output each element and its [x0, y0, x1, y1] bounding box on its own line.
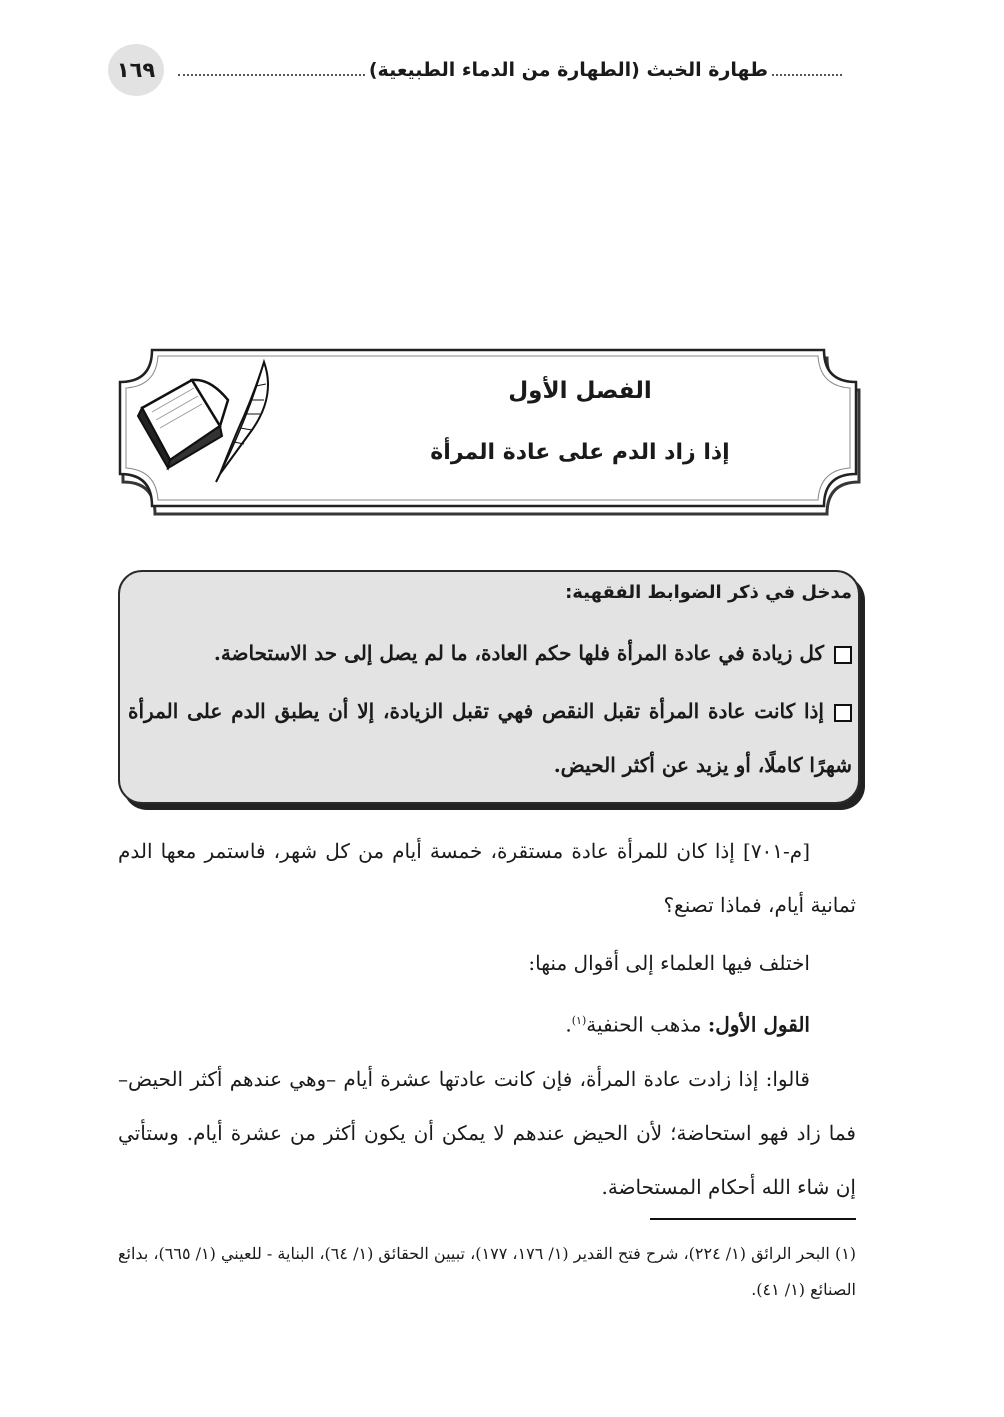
chapter-title: الفصل الأول: [508, 378, 652, 404]
rules-heading: مدخل في ذكر الضوابط الفقهية:: [565, 582, 852, 603]
leader-dots: [772, 74, 842, 76]
running-title: طهارة الخبث (الطهارة من الدماء الطبيعية): [368, 59, 768, 81]
chapter-subtitle: إذا زاد الدم على عادة المرأة: [430, 440, 730, 465]
paragraph: [118, 994, 856, 1052]
footnote-separator: [650, 1218, 856, 1220]
footnote: (١) البحر الرائق (١/ ٢٢٤)، شرح فتح القدير (١/ ١٧٦، ١٧٧)، تبيين الحقائق (١/ ٦٤)، البناية - للعيني (١/ ٦٦٥)، بدائع الصنائع (١/ ٤١).: [118, 1244, 857, 1299]
paragraph: اختلف فيها العلماء إلى أقوال منها:: [528, 951, 810, 975]
book-quill-icon: [132, 356, 282, 486]
paragraph: [م-٧٠١] إذا كان للمرأة عادة مستقرة، خمسة أيام من كل شهر، فاستمر معها الدم ثمانية أيام، فماذا تصنع؟: [118, 839, 856, 917]
paragraph: قالوا: إذا زادت عادة المرأة، فإن كانت عادتها عشرة أيام –وهي عندهم أكثر الحيض– فما زاد فهو استحاضة؛ لأن الحيض عندهم لا يمكن أن يكون أكثر من عشرة أيام. وستأتي إن شاء الله أحكام المستحاضة.: [118, 1067, 856, 1199]
rule-text: كل زيادة في عادة المرأة فلها حكم العادة، ما لم يصل إلى حد الاستحاضة.: [213, 641, 824, 665]
opinion-text: مذهب الحنفية: [586, 1012, 702, 1037]
leader-dots: [178, 74, 365, 76]
rule-item: [128, 684, 852, 792]
rule-item: [128, 626, 852, 680]
page-number: ١٦٩: [108, 44, 164, 96]
period: .: [565, 1012, 572, 1037]
checkbox-icon: [834, 646, 852, 664]
opinion-label: القول الأول:: [707, 1012, 810, 1037]
checkbox-icon: [834, 704, 852, 722]
rule-text: إذا كانت عادة المرأة تقبل النقص فهي تقبل الزيادة، إلا أن يطبق الدم على المرأة شهرًا كاملًا، أو يزيد عن أكثر الحيض.: [128, 699, 852, 777]
footnote-ref[interactable]: (١): [571, 1014, 587, 1027]
running-header: [178, 52, 842, 88]
